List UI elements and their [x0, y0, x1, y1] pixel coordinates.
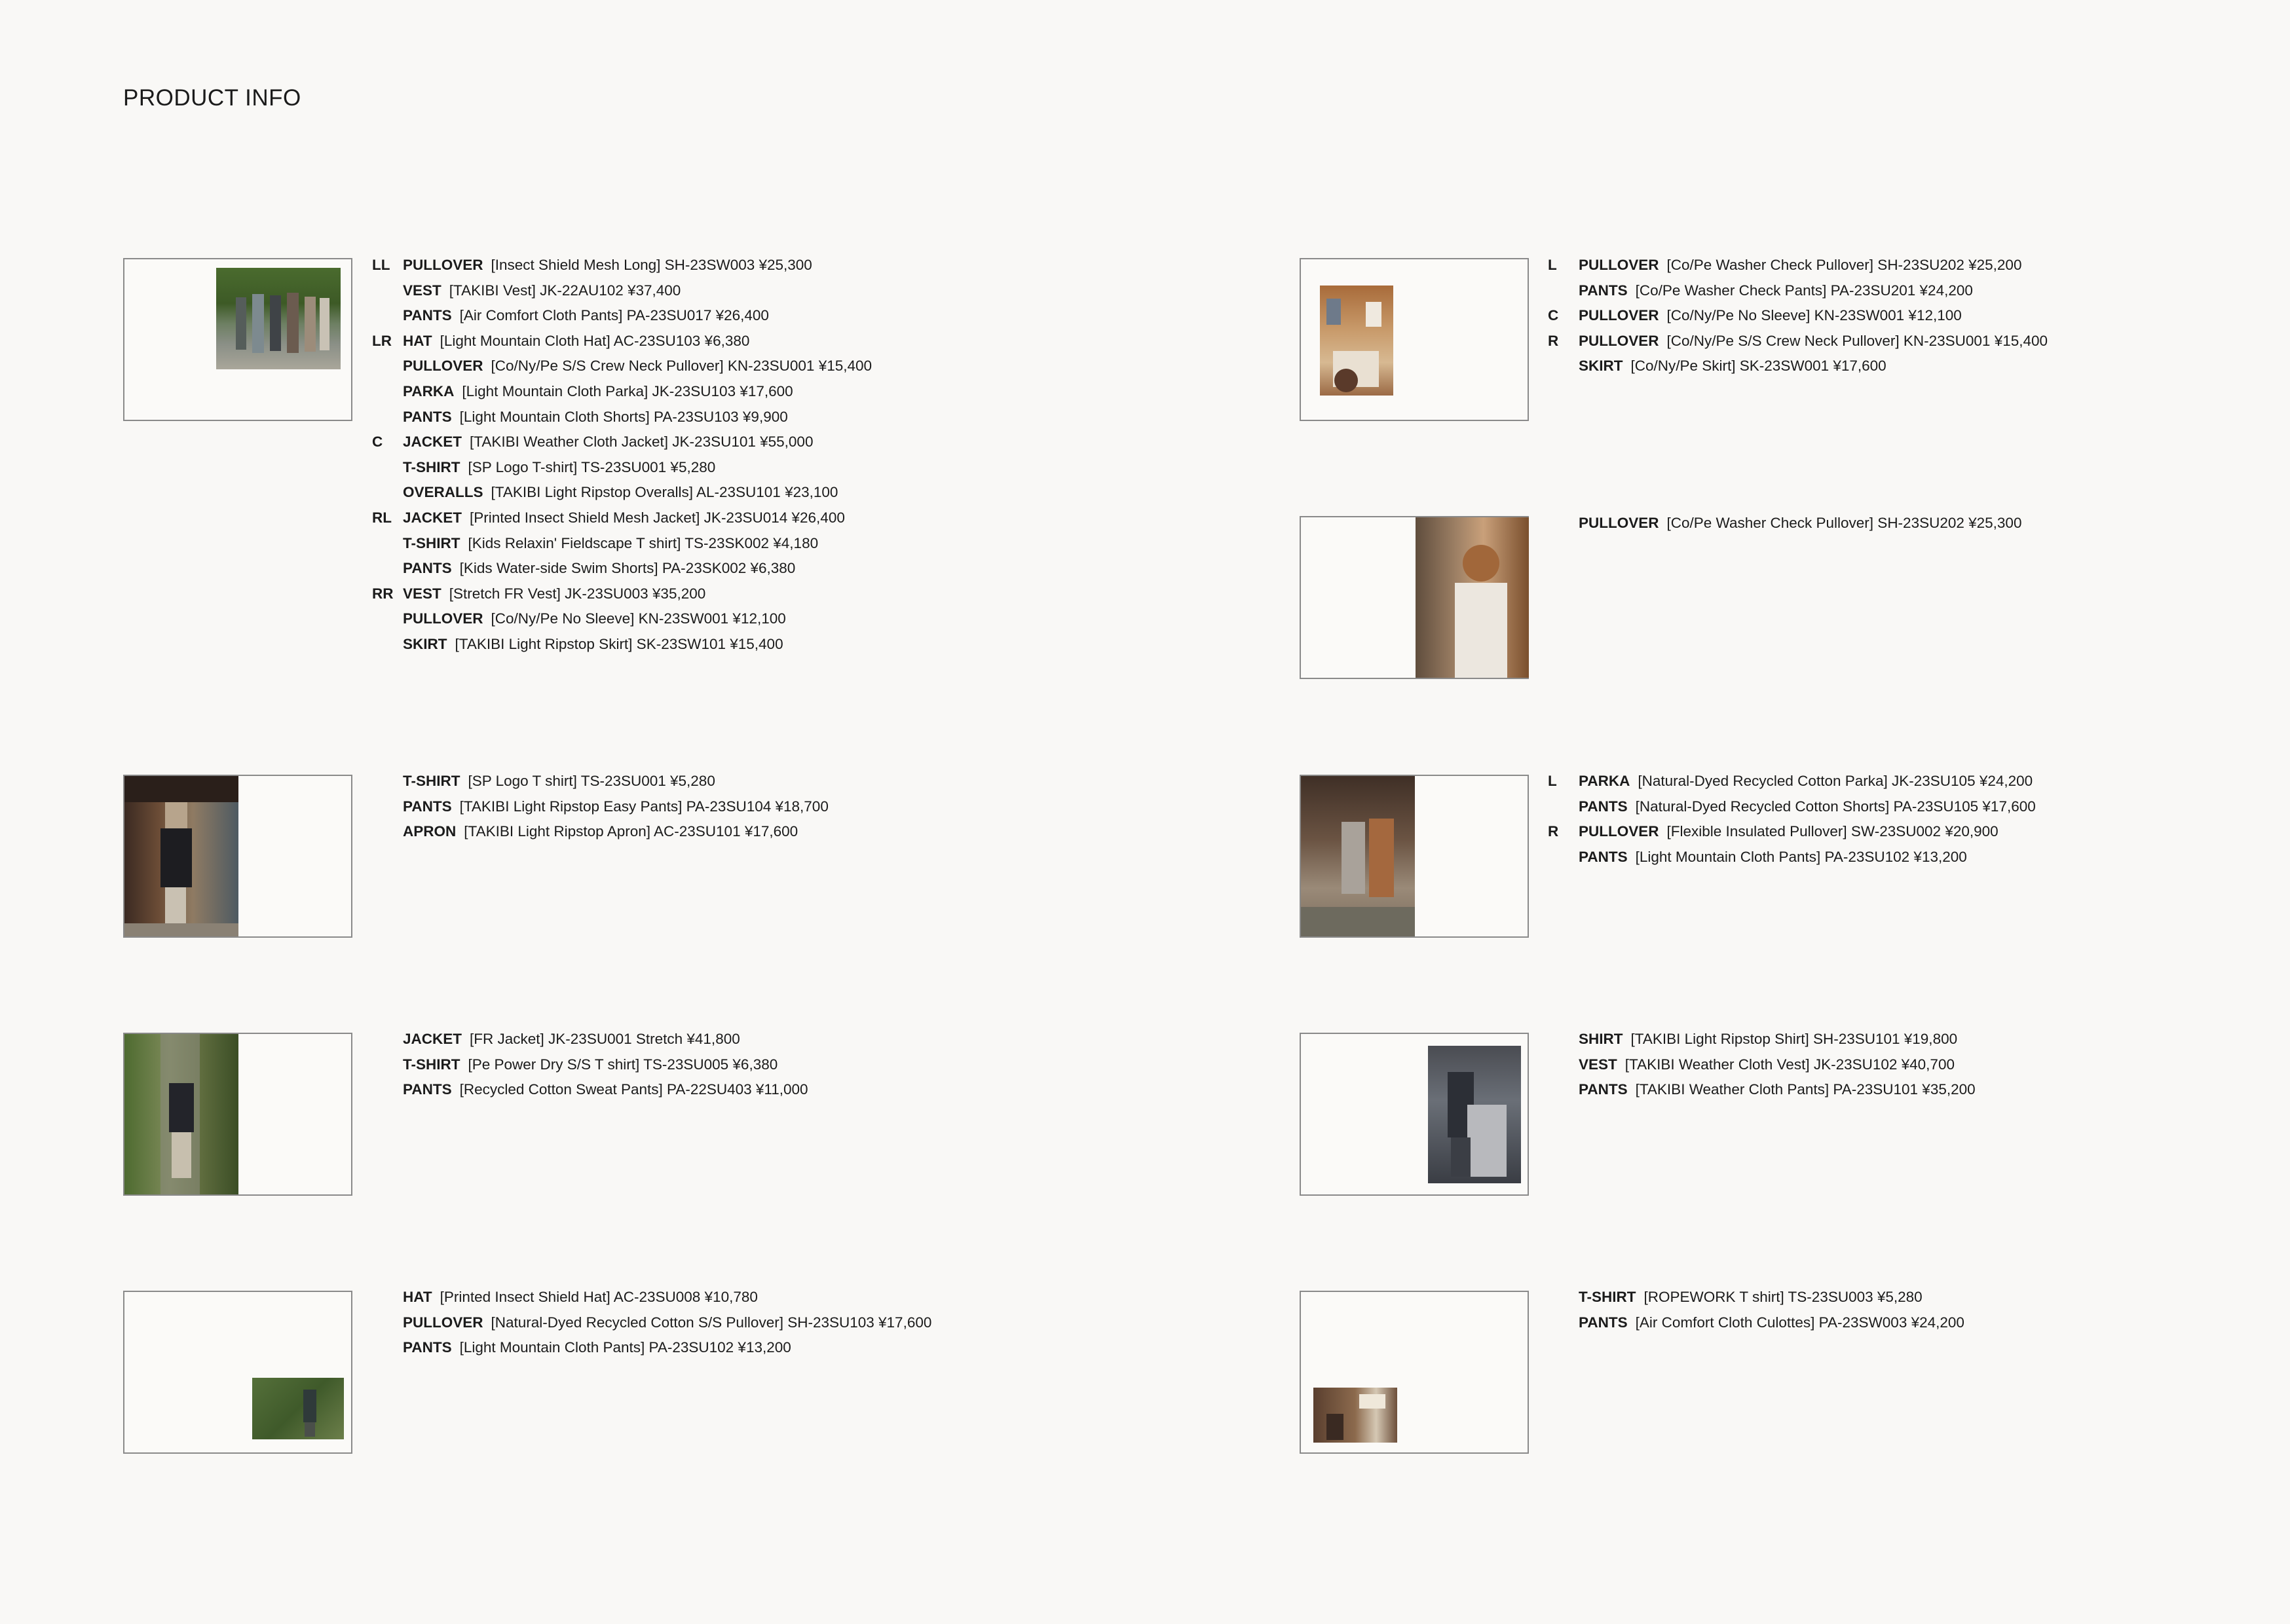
- product-list: [403, 1027, 808, 1103]
- product-description: [TAKIBI Weather Cloth Vest] JK-23SU102 ¥40,700: [1624, 1056, 1955, 1073]
- product-category: PANTS: [1579, 798, 1628, 815]
- position-label: LR: [372, 332, 392, 349]
- product-description: [Co/Ny/Pe S/S Crew Neck Pullover] KN-23SU001 ¥15,400: [491, 358, 873, 375]
- lookbook-photo-workshop[interactable]: [1428, 1046, 1521, 1183]
- product-category: T-SHIRT: [403, 458, 460, 475]
- product-line: [403, 1052, 808, 1078]
- product-line: [372, 329, 872, 354]
- lookbook-photo-window[interactable]: [1416, 517, 1529, 678]
- product-category: PANTS: [403, 408, 452, 425]
- product-category: PANTS: [403, 307, 452, 324]
- product-category: JACKET: [403, 1031, 462, 1047]
- product-line: [403, 1285, 931, 1310]
- people-figures: [1301, 776, 1415, 936]
- product-description: [Insect Shield Mesh Long] SH-23SW003 ¥25,300: [491, 257, 812, 273]
- product-description: [TAKIBI Light Ripstop Overalls] AL-23SU101 ¥23,100: [491, 484, 838, 501]
- product-line: [1579, 1285, 1964, 1310]
- lookbook-photo-stairs[interactable]: [124, 1034, 238, 1194]
- product-list: [1548, 769, 2036, 870]
- product-list: [1579, 1027, 1976, 1103]
- product-line: [403, 278, 872, 304]
- product-category: PULLOVER: [1579, 823, 1659, 840]
- lookbook-frame[interactable]: [1300, 775, 1529, 938]
- product-category: HAT: [403, 1289, 432, 1305]
- lookbook-photo-group[interactable]: [216, 268, 341, 369]
- product-category: VEST: [1579, 1056, 1617, 1073]
- product-category: PULLOVER: [403, 358, 483, 375]
- position-label: L: [1548, 257, 1557, 273]
- product-line: [372, 430, 872, 455]
- product-description: [TAKIBI Light Ripstop Apron] AC-23SU101 ¥17,600: [464, 823, 798, 840]
- product-line: [372, 253, 872, 278]
- product-description: [Printed Insect Shield Mesh Jacket] JK-23SU014 ¥26,400: [470, 509, 845, 526]
- product-line: [1548, 303, 2048, 329]
- product-category: PARKA: [1579, 773, 1630, 789]
- position-label: R: [1548, 332, 1559, 349]
- product-description: [Stretch FR Vest] JK-23SU003 ¥35,200: [449, 585, 706, 602]
- product-category: PULLOVER: [1579, 257, 1659, 273]
- product-category: JACKET: [403, 509, 462, 526]
- product-category: T-SHIRT: [1579, 1289, 1636, 1305]
- product-description: [SP Logo T shirt] TS-23SU001 ¥5,280: [468, 773, 715, 789]
- product-description: [TAKIBI Light Ripstop Shirt] SH-23SU101 ¥19,800: [1630, 1031, 1958, 1047]
- product-line: [1548, 329, 2048, 354]
- position-label: RR: [372, 585, 394, 602]
- product-line: [403, 769, 829, 794]
- product-description: [Pe Power Dry S/S T shirt] TS-23SU005 ¥6,380: [468, 1056, 778, 1073]
- product-list: [403, 1285, 931, 1361]
- product-line: [403, 632, 872, 657]
- product-description: [Air Comfort Cloth Culottes] PA-23SW003 ¥24,200: [1635, 1314, 1964, 1331]
- product-list: [403, 769, 829, 845]
- lookbook-photo-interior[interactable]: [1320, 286, 1393, 396]
- person-figure: [1416, 517, 1529, 678]
- product-category: JACKET: [403, 434, 462, 451]
- position-label: R: [1548, 823, 1559, 840]
- product-line: [403, 819, 829, 845]
- product-line: [403, 794, 829, 820]
- lookbook-photo-apron[interactable]: [124, 776, 238, 936]
- product-category: T-SHIRT: [403, 1056, 460, 1073]
- lookbook-photo-room[interactable]: [1313, 1388, 1397, 1443]
- lookbook-frame[interactable]: [1300, 1033, 1529, 1196]
- page-title: PRODUCT INFO: [123, 85, 301, 111]
- lookbook-frame[interactable]: [1300, 516, 1529, 679]
- product-category: T-SHIRT: [403, 773, 460, 789]
- product-category: PANTS: [403, 1081, 452, 1098]
- product-category: PULLOVER: [1579, 307, 1659, 324]
- product-category: SHIRT: [1579, 1031, 1623, 1047]
- product-line: [1579, 845, 2036, 870]
- product-description: [Kids Water-side Swim Shorts] PA-23SK002 ¥6,380: [459, 560, 796, 577]
- product-category: PULLOVER: [403, 257, 483, 273]
- lookbook-frame[interactable]: [123, 1033, 352, 1196]
- product-category: PANTS: [1579, 848, 1628, 865]
- product-line: [403, 606, 872, 632]
- product-description: [Light Mountain Cloth Parka] JK-23SU103 ¥17,600: [462, 382, 793, 399]
- product-category: PULLOVER: [1579, 332, 1659, 349]
- product-category: PANTS: [1579, 1314, 1628, 1331]
- product-line: [403, 1027, 808, 1052]
- product-description: [Co/Pe Washer Check Pullover] SH-23SU202 ¥25,200: [1666, 257, 2022, 273]
- product-description: [TAKIBI Light Ripstop Easy Pants] PA-23SU104 ¥18,700: [459, 798, 829, 815]
- product-category: SKIRT: [1579, 358, 1623, 375]
- product-description: [Co/Ny/Pe No Sleeve] KN-23SW001 ¥12,100: [1666, 307, 1962, 324]
- product-line: [403, 1335, 931, 1361]
- product-description: [Natural-Dyed Recycled Cotton Shorts] PA-23SU105 ¥17,600: [1635, 798, 2036, 815]
- product-category: PANTS: [403, 1339, 452, 1356]
- product-line: [1579, 1077, 1976, 1103]
- product-line: [1579, 511, 2021, 536]
- product-description: [Air Comfort Cloth Pants] PA-23SU017 ¥26,400: [459, 307, 769, 324]
- product-list: [372, 253, 873, 657]
- product-line: [403, 531, 872, 557]
- product-description: [Light Mountain Cloth Hat] AC-23SU103 ¥6,380: [440, 332, 750, 349]
- product-category: SKIRT: [403, 635, 447, 652]
- product-line: [1579, 794, 2036, 820]
- product-line: [1579, 354, 2048, 379]
- position-label: C: [372, 434, 383, 451]
- product-list: [1548, 253, 2048, 379]
- product-line: [1579, 1052, 1976, 1078]
- product-line: [372, 581, 872, 607]
- product-description: [Light Mountain Cloth Shorts] PA-23SU103 ¥9,900: [459, 408, 788, 425]
- position-label: L: [1548, 773, 1557, 789]
- product-description: [Co/Ny/Pe S/S Crew Neck Pullover] KN-23SU001 ¥15,400: [1666, 332, 2048, 349]
- lookbook-frame[interactable]: [123, 775, 352, 938]
- product-description: [SP Logo T-shirt] TS-23SU001 ¥5,280: [468, 458, 716, 475]
- product-line: [1548, 769, 2036, 794]
- product-line: [372, 506, 872, 531]
- product-list: [1579, 1285, 1964, 1335]
- product-description: [TAKIBI Weather Cloth Pants] PA-23SU101 ¥35,200: [1635, 1081, 1976, 1098]
- product-category: PANTS: [1579, 1081, 1628, 1098]
- product-line: [403, 303, 872, 329]
- product-line: [1579, 278, 2048, 304]
- product-description: [Flexible Insulated Pullover] SW-23SU002 ¥20,900: [1666, 823, 1999, 840]
- product-category: T-SHIRT: [403, 534, 460, 551]
- product-category: HAT: [403, 332, 432, 349]
- lookbook-frame[interactable]: [123, 1291, 352, 1454]
- product-line: [403, 354, 872, 379]
- position-label: C: [1548, 307, 1559, 324]
- people-figures: [216, 268, 341, 369]
- product-category: PARKA: [403, 382, 455, 399]
- product-category: VEST: [403, 585, 441, 602]
- product-line: [403, 379, 872, 405]
- position-label: RL: [372, 509, 392, 526]
- product-description: [Light Mountain Cloth Pants] PA-23SU102 ¥13,200: [1635, 848, 1967, 865]
- product-category: PULLOVER: [1579, 515, 1659, 531]
- product-line: [403, 556, 872, 581]
- product-line: [1548, 819, 2036, 845]
- lookbook-photo-forest[interactable]: [252, 1378, 344, 1439]
- product-description: [Co/Ny/Pe No Sleeve] KN-23SW001 ¥12,100: [491, 610, 786, 627]
- product-line: [1548, 253, 2048, 278]
- product-description: [Co/Pe Washer Check Pullover] SH-23SU202 ¥25,300: [1666, 515, 2022, 531]
- product-description: [TAKIBI Weather Cloth Jacket] JK-23SU101 ¥55,000: [470, 434, 814, 451]
- product-description: [FR Jacket] JK-23SU001 Stretch ¥41,800: [470, 1031, 740, 1047]
- person-figure: [252, 1378, 344, 1439]
- product-line: [1579, 1027, 1976, 1052]
- people-figures: [1320, 286, 1393, 396]
- lookbook-photo-duo[interactable]: [1301, 776, 1415, 936]
- product-line: [403, 455, 872, 481]
- product-category: PULLOVER: [403, 1314, 483, 1331]
- product-description: [Light Mountain Cloth Pants] PA-23SU102 ¥13,200: [459, 1339, 791, 1356]
- person-figure: [124, 1034, 238, 1194]
- product-line: [403, 1310, 931, 1336]
- product-description: [TAKIBI Light Ripstop Skirt] SK-23SW101 ¥15,400: [455, 635, 783, 652]
- product-description: [Natural-Dyed Recycled Cotton S/S Pullover] SH-23SU103 ¥17,600: [491, 1314, 932, 1331]
- product-category: PANTS: [403, 798, 452, 815]
- product-line: [403, 480, 872, 506]
- lookbook-frame[interactable]: [1300, 1291, 1529, 1454]
- product-description: [TAKIBI Vest] JK-22AU102 ¥37,400: [449, 282, 681, 299]
- product-category: PULLOVER: [403, 610, 483, 627]
- interior-scene: [1313, 1388, 1397, 1443]
- product-line: [403, 1077, 808, 1103]
- person-figure: [1428, 1046, 1521, 1183]
- product-description: [Kids Relaxin' Fieldscape T shirt] TS-23SK002 ¥4,180: [468, 534, 819, 551]
- product-category: APRON: [403, 823, 457, 840]
- product-description: [Co/Pe Washer Check Pants] PA-23SU201 ¥24,200: [1635, 282, 1973, 299]
- product-description: [Recycled Cotton Sweat Pants] PA-22SU403 ¥11,000: [459, 1081, 808, 1098]
- lookbook-frame[interactable]: [123, 258, 352, 421]
- product-category: OVERALLS: [403, 484, 483, 501]
- product-category: PANTS: [403, 560, 452, 577]
- person-figure: [124, 776, 238, 936]
- product-line: [403, 405, 872, 430]
- product-list: [1579, 511, 2021, 536]
- product-description: [Printed Insect Shield Hat] AC-23SU008 ¥10,780: [440, 1289, 758, 1305]
- product-line: [1579, 1310, 1964, 1336]
- lookbook-frame[interactable]: [1300, 258, 1529, 421]
- product-category: PANTS: [1579, 282, 1628, 299]
- product-description: [Co/Ny/Pe Skirt] SK-23SW001 ¥17,600: [1630, 358, 1886, 375]
- product-category: VEST: [403, 282, 441, 299]
- product-description: [ROPEWORK T shirt] TS-23SU003 ¥5,280: [1643, 1289, 1923, 1305]
- product-description: [Natural-Dyed Recycled Cotton Parka] JK-23SU105 ¥24,200: [1638, 773, 2033, 789]
- position-label: LL: [372, 257, 390, 273]
